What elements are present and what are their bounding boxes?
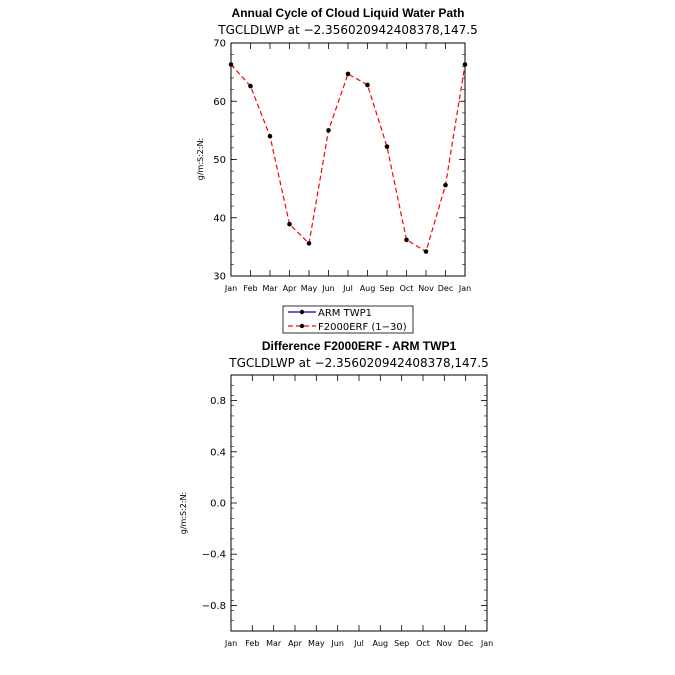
y-tick-label: 0.0 bbox=[210, 498, 226, 510]
y-tick-label: 70 bbox=[213, 38, 226, 50]
series-line-1 bbox=[231, 65, 465, 252]
y-tick-label: −0.4 bbox=[201, 549, 226, 561]
data-point bbox=[463, 62, 468, 67]
x-tick-label: Jun bbox=[331, 639, 344, 648]
x-tick-label: Mar bbox=[262, 284, 278, 293]
chart2-plot-frame bbox=[231, 375, 487, 631]
legend-label-arm: ARM TWP1 bbox=[318, 308, 372, 319]
chart2-subtitle: TGCLDLWP at −2.356020942408378,147.5 bbox=[229, 356, 489, 370]
x-tick-label: Dec bbox=[457, 639, 474, 648]
data-point bbox=[443, 183, 448, 188]
data-point bbox=[404, 238, 409, 243]
data-point bbox=[248, 84, 253, 89]
x-tick-label: Feb bbox=[243, 284, 258, 293]
y-tick-label: 60 bbox=[213, 96, 226, 108]
x-tick-label: May bbox=[308, 639, 325, 648]
chart1-subtitle: TGCLDLWP at −2.356020942408378,147.5 bbox=[218, 23, 478, 37]
x-tick-label: Aug bbox=[372, 639, 389, 648]
data-point bbox=[307, 241, 312, 246]
x-tick-label: Aug bbox=[359, 284, 376, 293]
data-point bbox=[365, 83, 370, 88]
x-tick-label: Nov bbox=[418, 284, 434, 293]
x-tick-label: Oct bbox=[416, 639, 430, 648]
legend-marker-arm bbox=[300, 310, 304, 314]
y-tick-label: 40 bbox=[213, 213, 226, 225]
x-tick-label: Sep bbox=[394, 639, 410, 648]
x-tick-label: Nov bbox=[436, 639, 453, 648]
data-point bbox=[424, 249, 429, 254]
difference-chart bbox=[179, 339, 493, 648]
x-tick-label: Feb bbox=[245, 639, 260, 648]
x-tick-label: May bbox=[300, 284, 318, 293]
chart2-ylabel: g/m:S:2:N: bbox=[179, 491, 188, 535]
x-tick-label: Apr bbox=[282, 284, 297, 293]
x-tick-label: Dec bbox=[437, 284, 454, 293]
x-tick-label: Mar bbox=[266, 639, 282, 648]
data-point bbox=[385, 144, 390, 149]
y-tick-label: 30 bbox=[213, 271, 226, 283]
x-tick-label: Oct bbox=[399, 284, 414, 293]
x-tick-label: Jan bbox=[458, 284, 472, 293]
x-tick-label: Jan bbox=[224, 639, 238, 648]
y-tick-label: 0.4 bbox=[210, 447, 226, 459]
legend-marker-f2000 bbox=[300, 324, 304, 328]
x-tick-label: Jun bbox=[322, 284, 335, 293]
legend-label-f2000: F2000ERF (1−30) bbox=[318, 322, 407, 333]
x-tick-label: Jul bbox=[354, 639, 364, 648]
data-point bbox=[326, 128, 331, 133]
chart1-plot-frame bbox=[231, 43, 465, 276]
chart2-title: Difference F2000ERF - ARM TWP1 bbox=[261, 339, 457, 353]
data-point bbox=[229, 62, 234, 67]
x-tick-label: Jan bbox=[480, 639, 494, 648]
x-tick-label: Sep bbox=[379, 284, 395, 293]
data-point bbox=[268, 134, 273, 139]
y-tick-label: −0.8 bbox=[201, 600, 226, 612]
x-tick-label: Jul bbox=[343, 284, 353, 293]
chart1-legend bbox=[283, 306, 413, 333]
data-point bbox=[346, 72, 351, 77]
chart1-title: Annual Cycle of Cloud Liquid Water Path bbox=[231, 6, 465, 20]
y-tick-label: 0.8 bbox=[210, 396, 226, 408]
x-tick-label: Apr bbox=[288, 639, 302, 648]
y-tick-label: 50 bbox=[213, 155, 226, 166]
annual-cycle-chart bbox=[196, 6, 478, 333]
chart1-ylabel: g/m:S:2:N: bbox=[196, 137, 205, 181]
data-point bbox=[287, 222, 292, 227]
x-tick-label: Jan bbox=[224, 284, 238, 293]
